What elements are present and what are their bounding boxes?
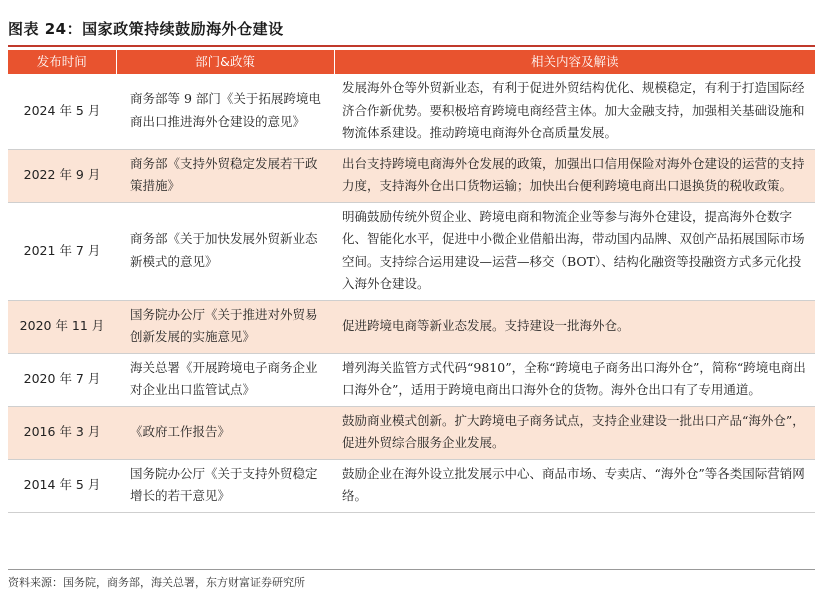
table-row [8, 353, 815, 406]
row-content: 鼓励企业在海外设立批发展示中心、商品市场、专卖店、“海外仓”等各类国际营销网络。 [334, 459, 815, 512]
row-policy: 海关总署《开展跨境电子商务企业对企业出口监管试点》 [116, 353, 334, 406]
figure-title: 图表 24：国家政策持续鼓励海外仓建设 [8, 18, 815, 47]
row-policy: 国务院办公厅《关于推进对外贸易创新发展的实施意见》 [116, 300, 334, 353]
row-content: 鼓励商业模式创新。扩大跨境电子商务试点，支持企业建设一批出口产品“海外仓”，促进外贸综合服务企业发展。 [334, 406, 815, 459]
row-date: 2020 年 7 月 [8, 353, 116, 406]
table-row [8, 202, 815, 300]
table-header-row [8, 50, 815, 74]
row-date: 2014 年 5 月 [8, 459, 116, 512]
row-content: 促进跨境电商等新业态发展。支持建设一批海外仓。 [334, 300, 815, 353]
row-content: 增列海关监管方式代码“9810”，全称“跨境电子商务出口海外仓”，简称“跨境电商出口海外仓”，适用于跨境电商出口海外仓的货物。海外仓出口有了专用通道。 [334, 353, 815, 406]
row-policy: 商务部《支持外贸稳定发展若干政策措施》 [116, 149, 334, 202]
table-row [8, 149, 815, 202]
row-content: 出台支持跨境电商海外仓发展的政策，加强出口信用保险对海外仓建设的运营的支持力度，支持海外仓出口货物运输；加快出台便利跨境电商出口退换货的税收政策。 [334, 149, 815, 202]
policy-table [8, 50, 815, 513]
header-policy: 部门&政策 [116, 50, 334, 74]
row-policy: 商务部等 9 部门《关于拓展跨境电商出口推进海外仓建设的意见》 [116, 74, 334, 149]
source-note: 资料来源：国务院，商务部，海关总署，东方财富证券研究所 [8, 569, 815, 590]
header-date: 发布时间 [8, 50, 116, 74]
table-row [8, 74, 815, 149]
row-policy: 商务部《关于加快发展外贸新业态新模式的意见》 [116, 202, 334, 300]
header-content: 相关内容及解读 [334, 50, 815, 74]
table-row [8, 406, 815, 459]
row-policy: 《政府工作报告》 [116, 406, 334, 459]
row-date: 2016 年 3 月 [8, 406, 116, 459]
row-content: 发展海外仓等外贸新业态，有利于促进外贸结构优化、规模稳定，有利于打造国际经济合作新优势。要积极培育跨境电商经营主体。加大金融支持，加强相关基础设施和物流体系建设。推动跨境电商海外仓高质量发展。 [334, 74, 815, 149]
row-date: 2021 年 7 月 [8, 202, 116, 300]
row-date: 2020 年 11 月 [8, 300, 116, 353]
row-date: 2024 年 5 月 [8, 74, 116, 149]
table-row [8, 300, 815, 353]
table-row [8, 459, 815, 512]
row-content: 明确鼓励传统外贸企业、跨境电商和物流企业等参与海外仓建设，提高海外仓数字化、智能化水平，促进中小微企业借船出海，带动国内品牌、双创产品拓展国际市场空间。支持综合运用建设—运营—移交（BOT）、结构化融资等投融资方式多元化投入海外仓建设。 [334, 202, 815, 300]
row-policy: 国务院办公厅《关于支持外贸稳定增长的若干意见》 [116, 459, 334, 512]
row-date: 2022 年 9 月 [8, 149, 116, 202]
